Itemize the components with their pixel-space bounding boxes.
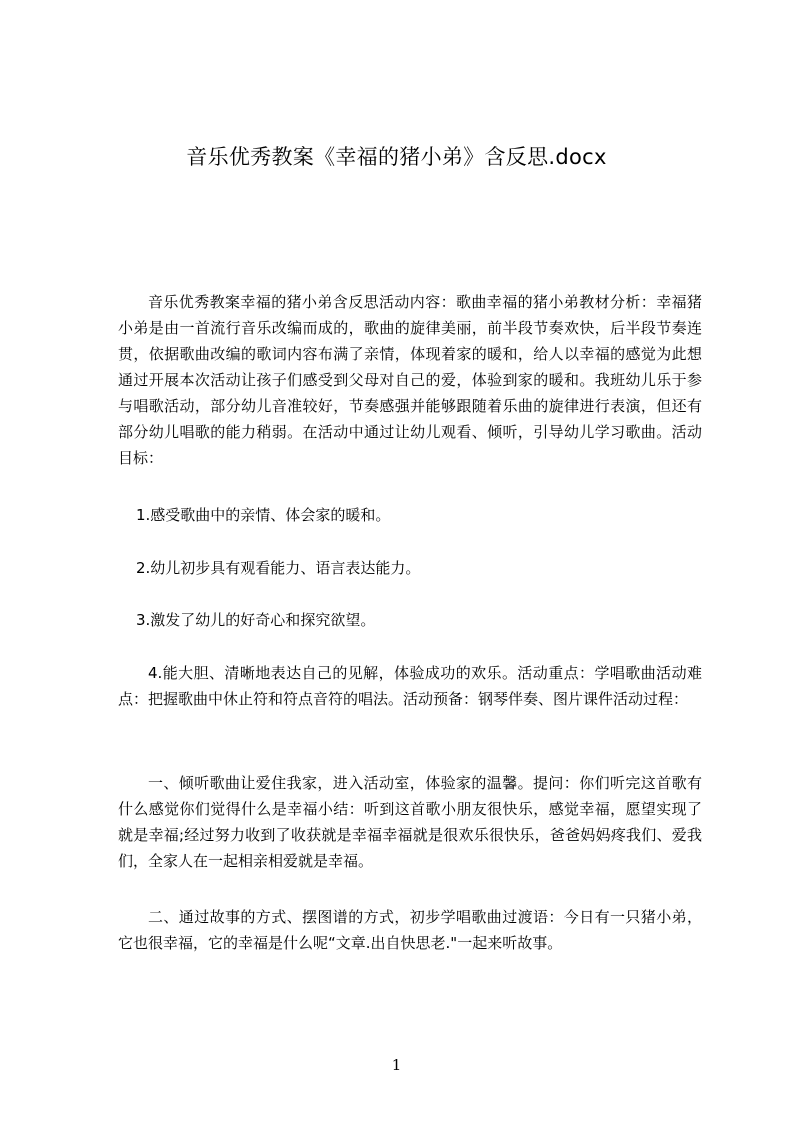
document-title: 音乐优秀教案《幸福的猪小弟》含反思.docx (186, 145, 607, 169)
goal-item-2: 2.幼儿初步具有观看能力、语言表达能力。 (136, 559, 421, 577)
intro-paragraph: 音乐优秀教案幸福的猪小弟含反思活动内容：歌曲幸福的猪小弟教材分析：幸福猪小弟是由一首流行音乐改编而成的，歌曲的旋律美丽，前半段节奏欢快，后半段节奏连贯，依据歌曲改编的歌词内容布满了亲情，体现着家的暖和，给人以幸福的感觉为此想通过开展本次活动让孩子们感受到父母对自己的爱，体验到家的暖和。我班幼儿乐于参与唱歌活动，部分幼儿音准较好，节奏感强并能够跟随着乐曲的旋律进行表演，但还有部分幼儿唱歌的能力稍弱。在活动中通过让幼儿观看、倾听，引导幼儿学习歌曲。活动目标： (118, 293, 702, 467)
page-number: 1 (391, 1056, 402, 1074)
activity-step-1-paragraph: 一、倾听歌曲让爱住我家，进入活动室，体验家的温馨。提问：你们听完这首歌有什么感觉你们觉得什么是幸福小结：听到这首歌小朋友很快乐，感觉幸福，愿望实现了就是幸福;经过努力收到了收获就是幸福幸福就是很欢乐很快乐，爸爸妈妈疼我们、爱我们，全家人在一起相亲相爱就是幸福。 (118, 774, 702, 870)
goal-item-4-paragraph: 4.能大胆、清晰地表达自己的见解，体验成功的欢乐。活动重点：学唱歌曲活动难点：把握歌曲中休止符和符点音符的唱法。活动预备：钢琴伴奏、图片课件活动过程： (118, 664, 702, 708)
goal-item-1: 1.感受歌曲中的亲情、体会家的暖和。 (136, 506, 391, 524)
goal-item-3: 3.激发了幼儿的好奇心和探究欲望。 (136, 611, 376, 629)
activity-step-2-paragraph: 二、通过故事的方式、摆图谱的方式，初步学唱歌曲过渡语：今日有一只猪小弟，它也很幸福，它的幸福是什么呢“文章.出自快思老."一起来听故事。 (118, 908, 702, 952)
